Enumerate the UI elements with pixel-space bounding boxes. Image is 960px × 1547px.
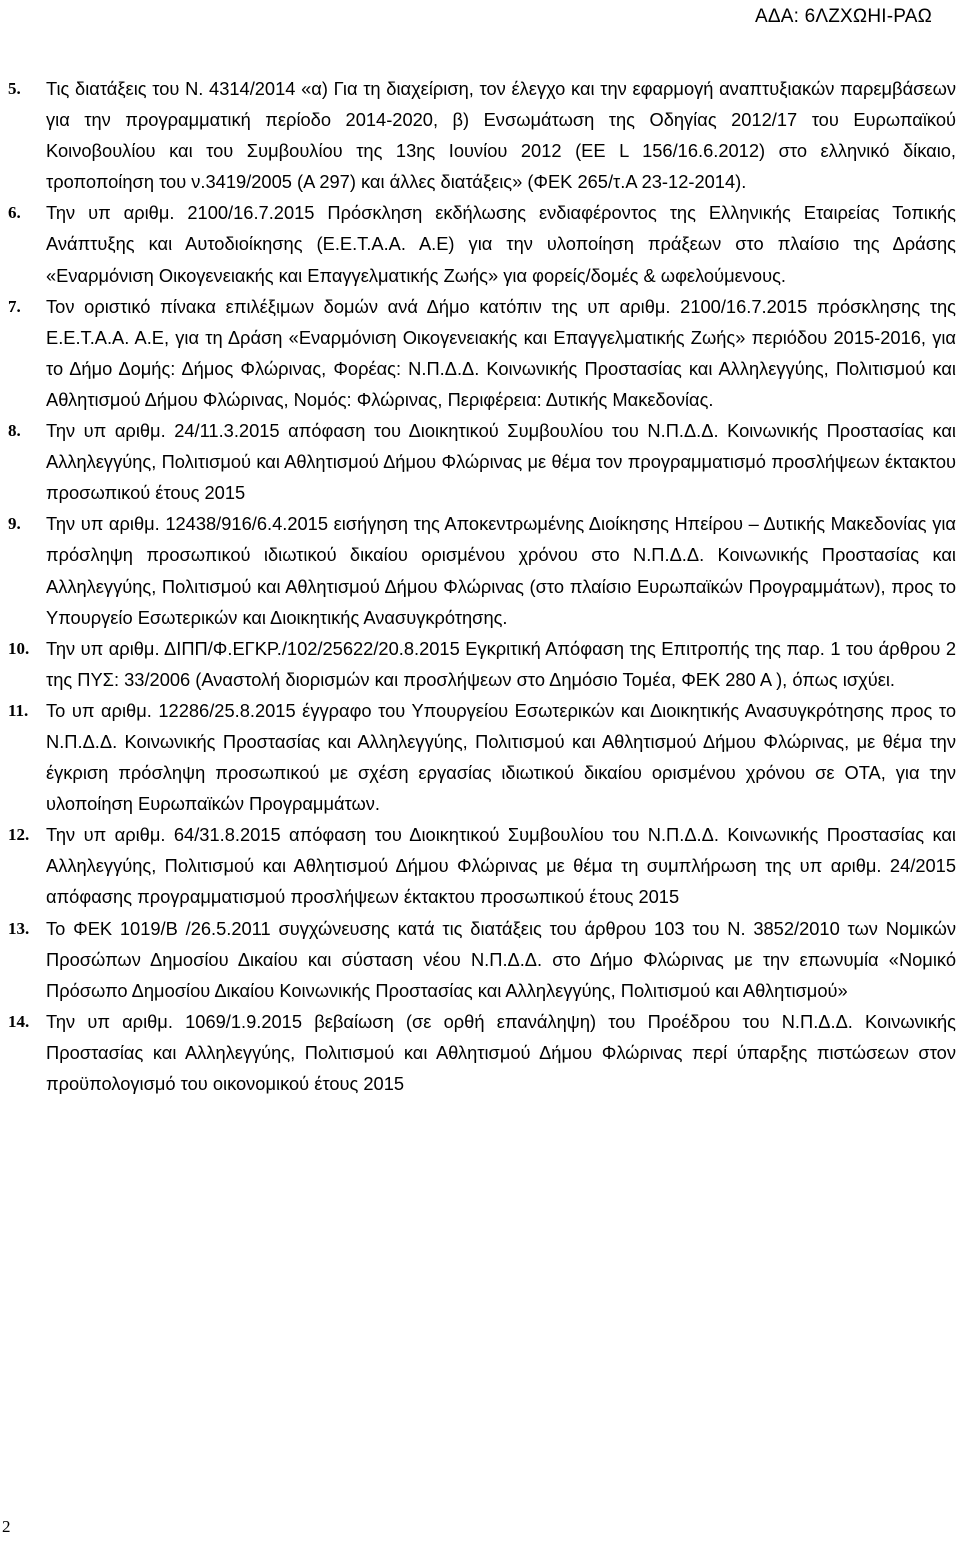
list-item	[8, 415, 958, 508]
item-text: Την υπ αριθμ. 1069/1.9.2015 βεβαίωση (σε ορθή επανάληψη) του Προέδρου του Ν.Π.Δ.Δ. Κοινωνικής Προστασίας και Αλληλεγγύης, Πολιτισμού και Αθλητισμού Δήμου Φλώρινας περί ύπαρξης πιστώσεων στον προϋπολογισμό του οικονομικού έτους 2015	[46, 1010, 956, 1094]
item-number: 7.	[8, 296, 21, 316]
item-text: Την υπ αριθμ. 64/31.8.2015 απόφαση του Διοικητικού Συμβουλίου του Ν.Π.Δ.Δ. Κοινωνικής Προστασίας και Αλληλεγγύης, Πολιτισμού και Αθλητισμού Δήμου Φλώρινας με θέμα τη συμπλήρωση της υπ αριθμ. 24/2015 απόφασης προγραμματισμού προσλήψεων έκτακτου προσωπικού έτους 2015	[46, 824, 956, 908]
item-text: Τις διατάξεις του Ν. 4314/2014 «α) Για τη διαχείριση, τον έλεγχο και την εφαρμογή αναπτυξιακών παρεμβάσεων για την προγραμματική περίοδο 2014-2020, β) Ενσωμάτωση της Οδηγίας 2012/17 του Ευρωπαϊκού Κοινοβουλίου και του Συμβουλίου της 13ης Ιουνίου 2012 (ΕΕ L 156/16.6.2012) στο ελληνικό δίκαιο, τροποποίηση του ν.3419/2005 (Α 297) και άλλες διατάξεις» (ΦΕΚ 265/τ.Α 23-12-2014).	[46, 78, 956, 193]
item-number: 10.	[8, 638, 30, 658]
item-text: Την υπ αριθμ. ΔΙΠΠ/Φ.ΕΓΚΡ./102/25622/20.8.2015 Εγκριτική Απόφαση της Επιτροπής της παρ. 1 του άρθρου 2 της ΠΥΣ: 33/2006 (Αναστολή διορισμών και προσλήψεων στο Δημόσιο Τομέα, ΦΕΚ 280 Α ), όπως ισχύει.	[46, 637, 956, 690]
list-item	[8, 1006, 958, 1099]
item-number: 9.	[8, 514, 21, 534]
item-text: Το υπ αριθμ. 12286/25.8.2015 έγγραφο του Υπουργείου Εσωτερικών και Διοικητικής Ανασυγκρότησης προς το Ν.Π.Δ.Δ. Κοινωνικής Προστασίας και Αλληλεγγύης, Πολιτισμού και Αθλητισμού Δήμου Φλώρινας, με θέμα την έγκριση πρόσληψη προσωπικού με σχέση εργασίας ιδιωτικού δικαίου ορισμένου χρόνου σε ΟΤΑ, για την υλοποίηση Ευρωπαϊκών Προγραμμάτων.	[46, 699, 956, 815]
list-item	[8, 913, 958, 1006]
list-item	[8, 819, 958, 912]
item-number: 5.	[8, 79, 21, 98]
considerations-list	[8, 73, 958, 1099]
list-item	[8, 633, 958, 695]
list-item	[8, 73, 958, 197]
item-text: Τον οριστικό πίνακα επιλέξιμων δομών ανά Δήμο κατόπιν της υπ αριθμ. 2100/16.7.2015 πρόσκλησης της Ε.Ε.Τ.Α.Α. Α.Ε, για τη Δράση «Εναρμόνιση Οικογενειακής και Επαγγελματικής Ζωής» περιόδου 2015-2016, για το Δήμο Δομής: Δήμος Φλώρινας, Φορέας: Ν.Π.Δ.Δ. Κοινωνικής Προστασίας και Αλληλεγγύης, Πολιτισμού και Αθλητισμού Δήμου Φλώρινας, Νομός: Φλώρινας, Περιφέρεια: Δυτικής Μακεδονίας.	[46, 295, 956, 410]
list-item	[8, 508, 958, 632]
item-number: 6.	[8, 203, 21, 223]
list-item	[8, 291, 958, 415]
item-text: Την υπ αριθμ. 12438/916/6.4.2015 εισήγηση της Αποκεντρωμένης Διοίκησης Ηπείρου – Δυτικής Μακεδονίας για πρόσληψη προσωπικού ιδιωτικού δικαίου ορισμένου χρόνου στο Ν.Π.Δ.Δ. Κοινωνικής Προστασίας και Αλληλεγγύης, Πολιτισμού και Αθλητισμού Δήμου Φλώρινας (στο πλαίσιο Ευρωπαϊκών Προγραμμάτων), προς το Υπουργείο Εσωτερικών και Διοικητικής Ανασυγκρότησης.	[46, 513, 956, 628]
list-item	[8, 197, 958, 290]
item-text: Το ΦΕΚ 1019/Β /26.5.2011 συγχώνευσης κατά τις διατάξεις του άρθρου 103 του Ν. 3852/2010 των Νομικών Προσώπων Δημοσίου Δικαίου και σύσταση νέου Ν.Π.Δ.Δ. στο Δήμο Φλώρινας με την επωνυμία «Νομικό Πρόσωπο Δημοσίου Δικαίου Κοινωνικής Προστασίας και Αλληλεγγύης, Πολιτισμού και Αθλητισμού»	[46, 917, 956, 1001]
item-text: Την υπ αριθμ. 2100/16.7.2015 Πρόσκληση εκδήλωσης ενδιαφέροντος της Ελληνικής Εταιρείας Τοπικής Ανάπτυξης και Αυτοδιοίκησης (Ε.Ε.Τ.Α.Α. Α.Ε) για την υλοποίηση πράξεων στο πλαίσιο της Δράσης «Εναρμόνιση Οικογενειακής και Επαγγελματικής Ζωής» για φορείς/δομές & ωφελούμενους.	[46, 202, 956, 286]
list-item	[8, 695, 958, 819]
item-text: Την υπ αριθμ. 24/11.3.2015 απόφαση του Διοικητικού Συμβουλίου του Ν.Π.Δ.Δ. Κοινωνικής Προστασίας και Αλληλεγγύης, Πολιτισμού και Αθλητισμού Δήμου Φλώρινας με θέμα τον προγραμματισμό προσλήψεων έκτακτου προσωπικού έτους 2015	[46, 420, 956, 504]
page-number: 2	[2, 1517, 11, 1536]
item-number: 12.	[8, 825, 30, 845]
item-number: 14.	[8, 1011, 30, 1031]
item-number: 11.	[8, 700, 29, 720]
item-number: 8.	[8, 421, 21, 441]
ada-code: ΑΔΑ: 6ΛΖΧΩΗΙ-ΡΑΩ	[754, 6, 932, 27]
item-number: 13.	[8, 918, 30, 938]
